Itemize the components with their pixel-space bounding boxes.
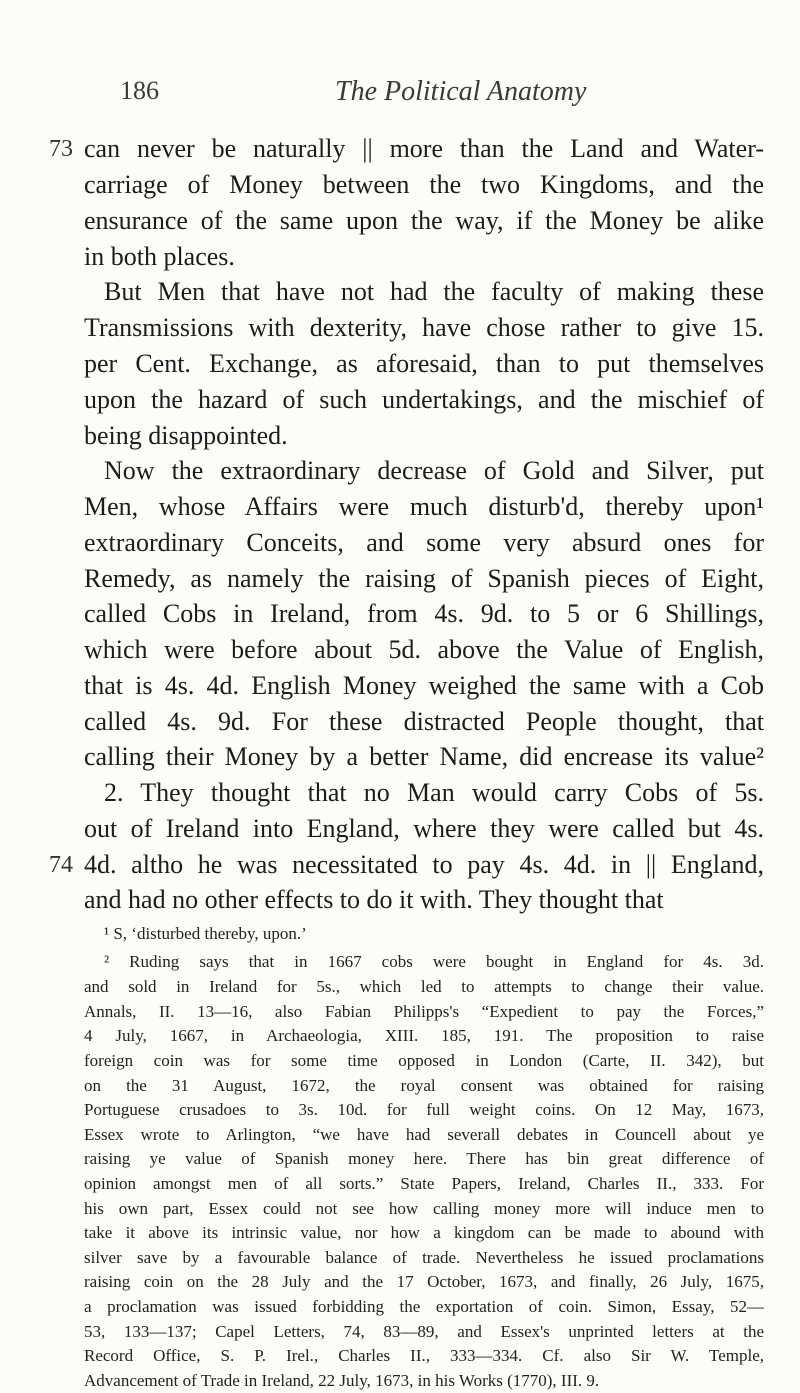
footnote-line: Annals, II. 13—16, also Fabian Philipps's “Expedient to pay the Forces,” bbox=[84, 1002, 764, 1021]
footnote-line: Advancement of Trade in Ireland, 22 July, 1673, in his Works (1770), III. 9. bbox=[84, 1371, 600, 1390]
footnote-line: 4 July, 1667, in Archaeologia, XIII. 185, 191. The proposition to raise bbox=[84, 1026, 764, 1045]
footnote-line: and sold in Ireland for 5s., which led to attempts to change their value. bbox=[84, 977, 764, 996]
text-line: ensurance of the same upon the way, if the Money be alike bbox=[84, 206, 764, 235]
text-line: Now the extraordinary decrease of Gold and Silver, put bbox=[104, 456, 764, 485]
footnote-line: ² Ruding says that in 1667 cobs were bought in England for 4s. 3d. bbox=[104, 952, 764, 971]
text-line: can never be naturally || more than the Land and Water- bbox=[84, 134, 764, 163]
text-line: called 4s. 9d. For these distracted People thought, that bbox=[84, 707, 764, 736]
footnote-line: on the 31 August, 1672, the royal consent was obtained for raising bbox=[84, 1076, 764, 1095]
text-line: 2. They thought that no Man would carry Cobs of 5s. bbox=[104, 778, 764, 807]
page-header bbox=[120, 76, 760, 112]
footnote-line: raising ye value of Spanish money here. There has bin great difference of bbox=[84, 1149, 764, 1168]
text-line: 4d. altho he was necessitated to pay 4s. 4d. in || England, bbox=[84, 850, 764, 879]
text-line: extraordinary Conceits, and some very absurd ones for bbox=[84, 528, 764, 557]
footnote-line: his own part, Essex could not see how calling money more will induce men to bbox=[84, 1199, 764, 1218]
text-line: that is 4s. 4d. English Money weighed the same with a Cob bbox=[84, 671, 764, 700]
running-title: The Political Anatomy bbox=[335, 76, 587, 107]
text-line: But Men that have not had the faculty of making these bbox=[104, 277, 764, 306]
footnote-line: take it above its intrinsic value, nor how a kingdom can be made to abound with bbox=[84, 1223, 764, 1242]
text-line: per Cent. Exchange, as aforesaid, than to put themselves bbox=[84, 349, 764, 378]
text-line: upon the hazard of such undertakings, and the mischief of bbox=[84, 385, 764, 414]
margin-line-number: 74 bbox=[49, 852, 73, 878]
text-line: Transmissions with dexterity, have chose rather to give 15. bbox=[84, 313, 764, 342]
footnote-line: 53, 133—137; Capel Letters, 74, 83—89, and Essex's unprinted letters at the bbox=[84, 1322, 764, 1341]
footnote-line: opinion amongst men of all sorts.” State Papers, Ireland, Charles II., 333. For bbox=[84, 1174, 764, 1193]
footnote-line: ¹ S, ‘disturbed thereby, upon.’ bbox=[104, 924, 307, 943]
text-line: and had no other effects to do it with. They thought that bbox=[84, 885, 664, 914]
footnote-line: Portuguese crusadoes to 3s. 10d. for full weight coins. On 12 May, 1673, bbox=[84, 1100, 764, 1119]
text-line: called Cobs in Ireland, from 4s. 9d. to 5 or 6 Shillings, bbox=[84, 599, 764, 628]
footnote-line: raising coin on the 28 July and the 17 October, 1673, and finally, 26 July, 1675, bbox=[84, 1272, 764, 1291]
footnote-line: Essex wrote to Arlington, “we have had severall debates in Councell about ye bbox=[84, 1125, 764, 1144]
page-number: 186 bbox=[120, 76, 159, 105]
text-line: Men, whose Affairs were much disturb'd, thereby upon¹ bbox=[84, 492, 764, 521]
footnote-line: silver save by a favourable balance of trade. Nevertheless he issued proclamations bbox=[84, 1248, 764, 1267]
footnote-line: foreign coin was for some time opposed in London (Carte, II. 342), but bbox=[84, 1051, 764, 1070]
text-line: calling their Money by a better Name, did encrease its value² bbox=[84, 742, 764, 771]
margin-line-number: 73 bbox=[49, 136, 73, 162]
text-line: being disappointed. bbox=[84, 421, 288, 450]
text-line: in both places. bbox=[84, 242, 235, 271]
text-line: carriage of Money between the two Kingdoms, and the bbox=[84, 170, 764, 199]
text-line: Remedy, as namely the raising of Spanish pieces of Eight, bbox=[84, 564, 764, 593]
text-line: which were before about 5d. above the Value of English, bbox=[84, 635, 764, 664]
text-line: out of Ireland into England, where they were called but 4s. bbox=[84, 814, 764, 843]
footnote-line: Record Office, S. P. Irel., Charles II., 333—334. Cf. also Sir W. Temple, bbox=[84, 1346, 764, 1365]
footnote-line: a proclamation was issued forbidding the exportation of coin. Simon, Essay, 52— bbox=[84, 1297, 764, 1316]
